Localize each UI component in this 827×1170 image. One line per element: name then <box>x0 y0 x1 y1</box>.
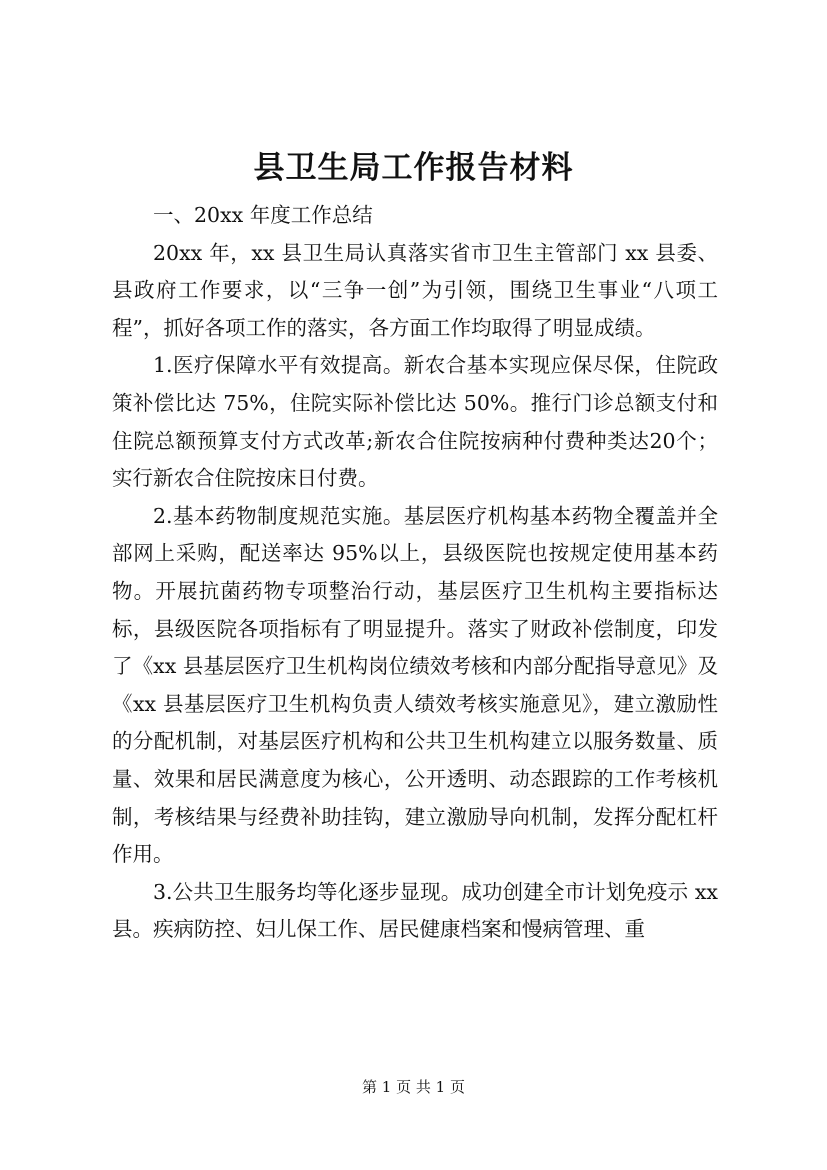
paragraph-item-2: 2.基本药物制度规范实施。基层医疗机构基本药物全覆盖并全部网上采购，配送率达 95%以上，县级医院也按规定使用基本药物。开展抗菌药物专项整治行动，基层医疗卫生机构主要指标达标，县级医院各项指标有了明显提升。落实了财政补偿制度，印发了《xx 县基层医疗卫生机构岗位绩效考核和内部分配指导意见》及《xx 县基层医疗卫生机构负责人绩效考核实施意见》，建立激励性的分配机制，对基层医疗机构和公共卫生机构建立以服务数量、质量、效果和居民满意度为核心，公开透明、动态跟踪的工作考核机制，考核结果与经费补助挂钩，建立激励导向机制，发挥分配杠杆作用。 <box>112 503 718 867</box>
page-footer: 第 1 页 共 1 页 <box>362 1078 465 1096</box>
paragraph-intro: 20xx 年，xx 县卫生局认真落实省市卫生主管部门 xx 县委、县政府工作要求，以“三争一创”为引领，围绕卫生事业“八项工程”，抓好各项工作的落实，各方面工作均取得了明显成绩。 <box>112 240 718 340</box>
document-body <box>112 197 718 949</box>
paragraph-item-3: 3.公共卫生服务均等化逐步显现。成功创建全市计划免疫示 xx 县。疾病防控、妇儿保工作、居民健康档案和慢病管理、重 <box>112 879 718 942</box>
document-title: 县卫生局工作报告材料 <box>253 150 574 186</box>
section-heading: 一、20xx 年度工作总结 <box>153 203 373 227</box>
paragraph-item-1: 1.医疗保障水平有效提高。新农合基本实现应保尽保，住院政策补偿比达 75%，住院实际补偿比达 50%。推行门诊总额支付和住院总额预算支付方式改革;新农合住院按病种付费种类达20个；实行新农合住院按床日付费。 <box>112 353 718 491</box>
